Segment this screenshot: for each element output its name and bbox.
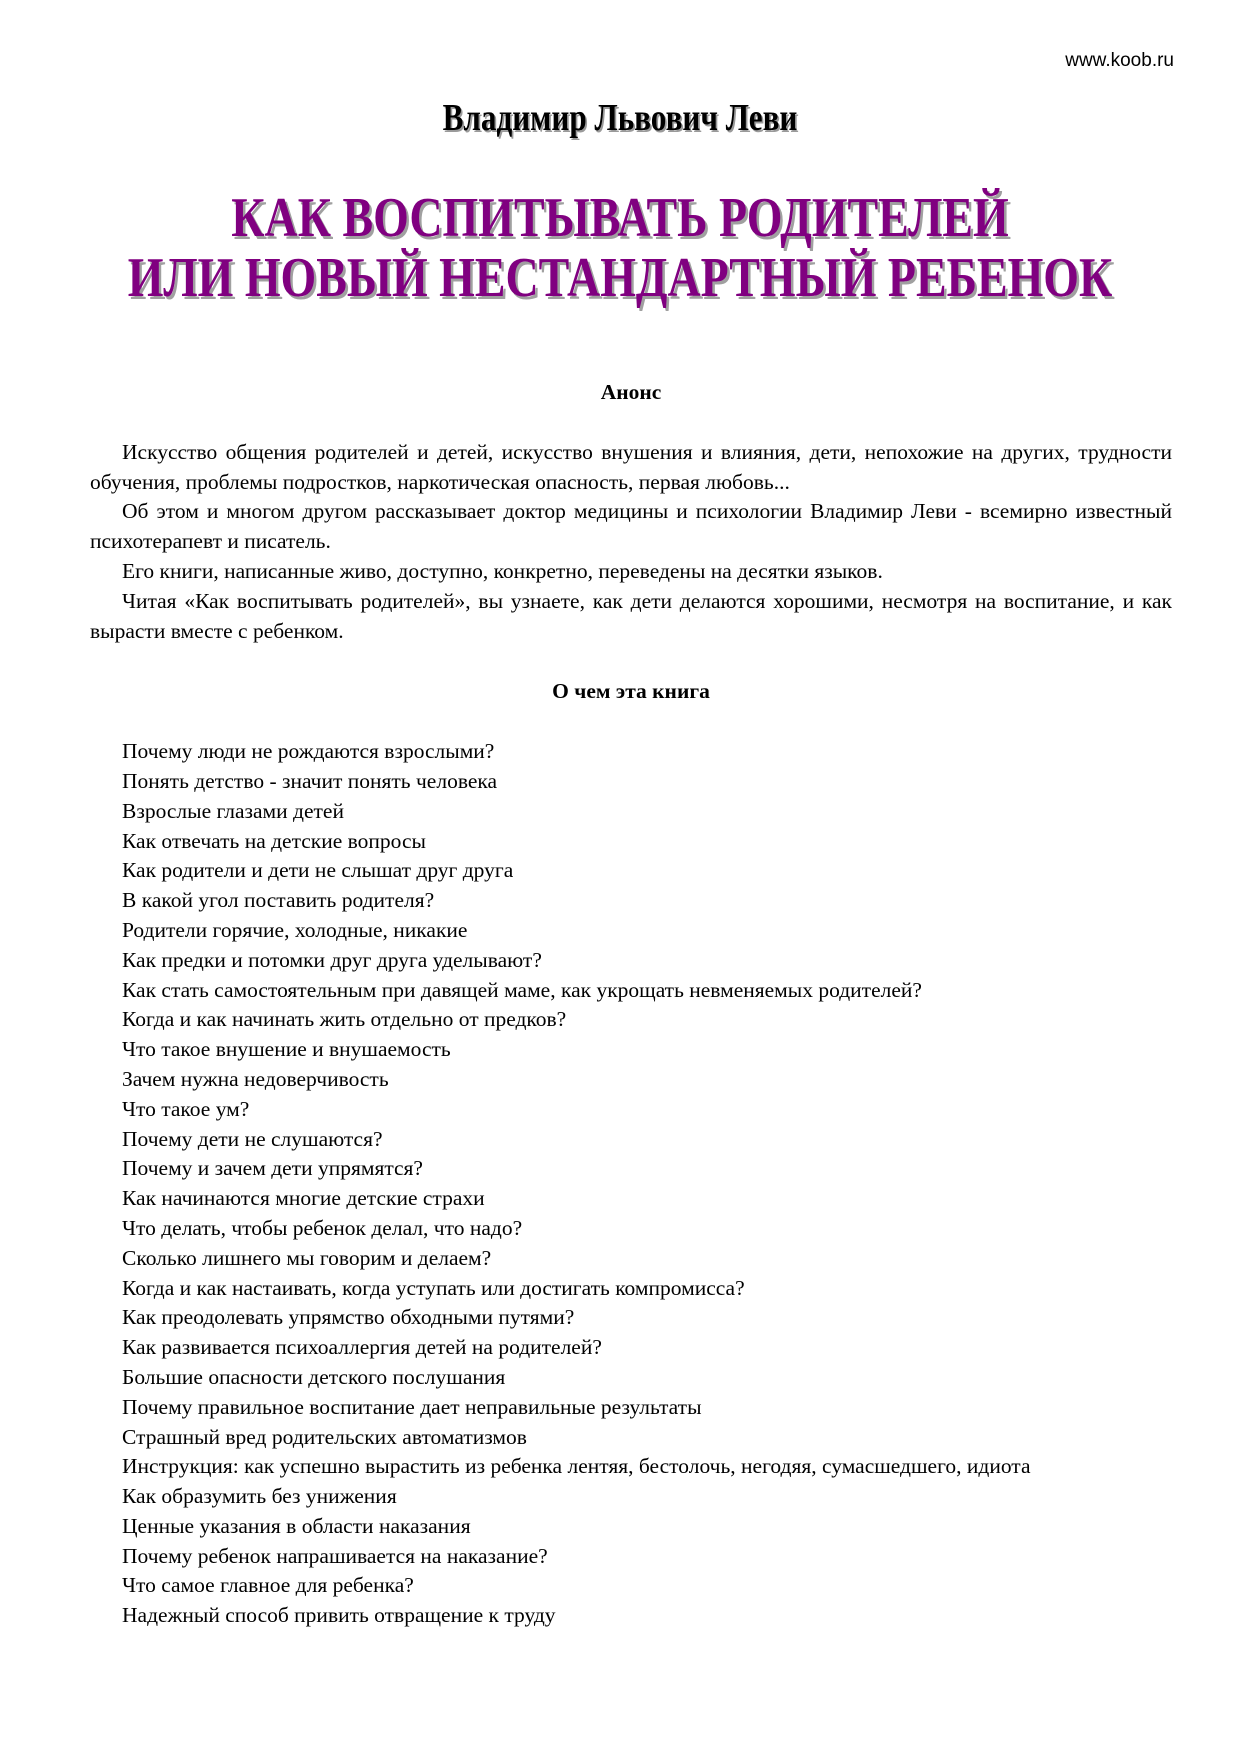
list-item: Что делать, чтобы ребенок делал, что надо? (122, 1215, 523, 1240)
document-body (90, 378, 1172, 1631)
list-item: Почему и зачем дети упрямятся? (122, 1156, 423, 1181)
book-title-line-2: ИЛИ НОВЫЙ НЕСТАНДАРТНЫЙ РЕБЕНОК (127, 247, 1113, 309)
list-item: В какой угол поставить родителя? (122, 888, 435, 913)
book-author: Владимир Львович Леви (442, 97, 798, 139)
list-item: Родители горячие, холодные, никакие (122, 917, 468, 942)
list-item: Как предки и потомки друг друга уделывают? (122, 947, 542, 972)
list-item: Почему правильное воспитание дает неправильные результаты (122, 1394, 702, 1419)
list-item: Почему ребенок напрашивается на наказание? (122, 1543, 548, 1568)
list-item: Что самое главное для ребенка? (122, 1573, 414, 1598)
announce-paragraph: Об этом и многом другом рассказывает доктор медицины и психологии Владимир Леви - всемирно известный психотерапевт и писатель. (90, 499, 1172, 554)
list-item: Инструкция: как успешно вырастить из ребенка лентяя, бестолочь, негодяя, сумасшедшего, идиота (122, 1454, 1031, 1479)
list-item: Зачем нужна недоверчивость (122, 1066, 389, 1091)
about-heading: О чем эта книга (552, 679, 710, 704)
list-item: Надежный способ привить отвращение к труду (122, 1603, 556, 1628)
list-item: Как родители и дети не слышат друг друга (122, 858, 514, 883)
announce-paragraph: Читая «Как воспитывать родителей», вы узнаете, как дети делаются хорошими, несмотря на воспитание, и как вырасти вместе с ребенком. (90, 588, 1172, 643)
list-item: Понять детство - значит понять человека (122, 768, 498, 793)
list-item: Как начинаются многие детские страхи (122, 1186, 485, 1211)
book-title-line-1: КАК ВОСПИТЫВАТЬ РОДИТЕЛЕЙ (231, 187, 1009, 249)
announce-paragraph: Искусство общения родителей и детей, искусство внушения и влияния, дети, непохожие на других, трудности обучения, проблемы подростков, наркотическая опасность, первая любовь... (90, 439, 1172, 494)
list-item: Сколько лишнего мы говорим и делаем? (122, 1245, 492, 1270)
list-item: Что такое ум? (122, 1096, 250, 1121)
list-item: Почему люди не рождаются взрослыми? (122, 739, 495, 764)
list-item: Когда и как начинать жить отдельно от предков? (122, 1007, 567, 1032)
list-item: Почему дети не слушаются? (122, 1126, 383, 1151)
site-url: www.koob.ru (1065, 50, 1174, 71)
list-item: Как образумить без унижения (122, 1484, 397, 1509)
list-item: Как развивается психоаллергия детей на родителей? (122, 1335, 602, 1360)
list-item: Как стать самостоятельным при давящей маме, как укрощать невменяемых родителей? (122, 977, 922, 1002)
list-item: Когда и как настаивать, когда уступать или достигать компромисса? (122, 1275, 745, 1300)
list-item: Ценные указания в области наказания (122, 1513, 471, 1538)
announce-section (90, 438, 1172, 647)
list-item: Что такое внушение и внушаемость (122, 1037, 451, 1062)
about-list (90, 737, 1172, 1631)
announce-heading: Анонс (600, 380, 662, 404)
list-item: Большие опасности детского послушания (122, 1364, 506, 1389)
list-item: Как преодолевать упрямство обходными путями? (122, 1305, 575, 1330)
list-item: Взрослые глазами детей (122, 798, 344, 823)
list-item: Страшный вред родительских автоматизмов (122, 1424, 527, 1449)
list-item: Как отвечать на детские вопросы (122, 828, 426, 853)
announce-paragraph: Его книги, написанные живо, доступно, конкретно, переведены на десятки языков. (122, 558, 883, 583)
